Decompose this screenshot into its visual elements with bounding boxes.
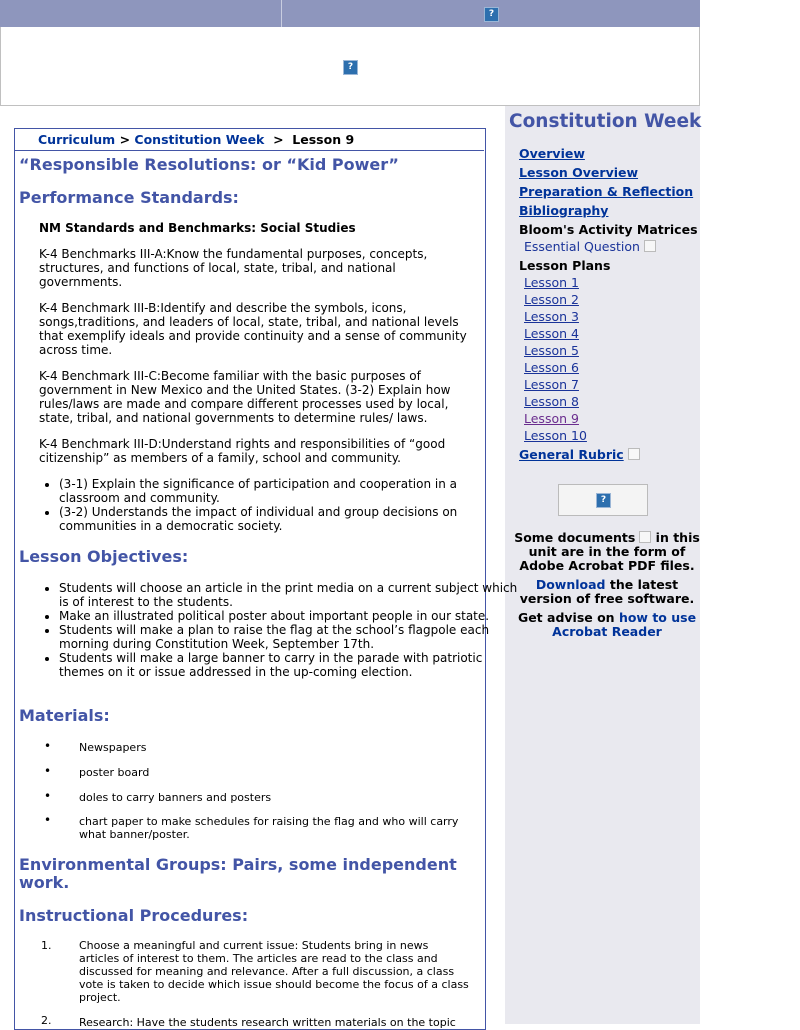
sidebar-lesson-7[interactable]: Lesson 7 [524, 377, 579, 392]
instructional-procedures-heading: Instructional Procedures: [19, 906, 249, 925]
acrobat-howto-link[interactable]: how to use Acrobat Reader [552, 610, 697, 639]
breadcrumb [14, 128, 484, 151]
acrobat-notice [512, 531, 702, 573]
blooms-heading: Bloom's Activity Matrices [519, 222, 698, 237]
material-item: poster board [79, 766, 150, 779]
acrobat-advise-notice [512, 611, 702, 639]
objectives-list [19, 581, 521, 679]
benchmark-iii-a: K-4 Benchmarks III-A:Know the fundamental purposes, concepts, structures, and functions of local, state, tribal, and national governments. [39, 247, 428, 289]
breadcrumb-separator: > [119, 132, 131, 147]
sidebar-lesson-8[interactable]: Lesson 8 [524, 394, 579, 409]
sidebar-lesson-1[interactable]: Lesson 1 [524, 275, 579, 290]
nm-standards-heading: NM Standards and Benchmarks: Social Studies [39, 221, 356, 235]
list-item: • Students will make a large banner to carry in the parade with patriotic themes on it or issue addressed in the up-coming election. [59, 651, 521, 679]
sidebar-lesson-9[interactable]: Lesson 9 [524, 411, 579, 426]
broken-image-icon [644, 240, 656, 252]
benchmark-iii-b: K-4 Benchmark III-B:Identify and describe the symbols, icons, songs,traditions, and leaders of local, state, tribal, and national levels that exemplify ideals and provide continuity and a sense of community across time. [39, 301, 467, 357]
sidebar-lesson-10[interactable]: Lesson 10 [524, 428, 587, 443]
procedure-item: Research: Have the students research written materials on the topic [79, 1016, 456, 1029]
material-item: doles to carry banners and posters [79, 791, 272, 804]
help-icon[interactable]: ? [484, 7, 499, 22]
sidebar-link-bibliography[interactable]: Bibliography [519, 203, 609, 218]
essential-question-item [524, 239, 656, 254]
standards-list [19, 477, 521, 533]
lesson-objectives-heading: Lesson Objectives: [19, 547, 189, 566]
environmental-groups-heading: Environmental Groups: Pairs, some independent work. [19, 855, 457, 892]
bullet: • [44, 813, 52, 827]
lesson-plans-heading: Lesson Plans [519, 258, 611, 273]
sidebar-lesson-4[interactable]: Lesson 4 [524, 326, 579, 341]
help-icon[interactable]: ? [343, 60, 358, 75]
list-item: • Students will make a plan to raise the flag at the school’s flagpole each morning during Constitution Week, September 17th. [59, 623, 521, 651]
list-item: • (3-1) Explain the significance of participation and cooperation in a classroom and community. [59, 477, 521, 505]
procedure-number: 2. [41, 1014, 52, 1027]
sidebar-lesson-2[interactable]: Lesson 2 [524, 292, 579, 307]
download-link[interactable]: Download [535, 577, 606, 592]
acrobat-download-notice [512, 578, 702, 606]
sidebar-link-preparation[interactable]: Preparation & Reflection [519, 184, 694, 199]
sidebar-link-overview[interactable]: Overview [519, 146, 585, 161]
material-item: Newspapers [79, 741, 147, 754]
material-item: chart paper to make schedules for raising the flag and who will carry what banner/poster. [79, 815, 459, 841]
bullet: • [44, 789, 52, 803]
procedure-number: 1. [41, 939, 52, 952]
bullet: • [44, 739, 52, 753]
sidebar-lesson-5[interactable]: Lesson 5 [524, 343, 579, 358]
list-item: • (3-2) Understands the impact of individual and group decisions on communities in a democratic society. [59, 505, 521, 533]
broken-image-icon [639, 531, 651, 543]
breadcrumb-current: Lesson 9 [292, 132, 355, 147]
sidebar-lesson-3[interactable]: Lesson 3 [524, 309, 579, 324]
header-bar [0, 0, 700, 27]
breadcrumb-curriculum[interactable]: Curriculum [38, 132, 116, 147]
sidebar-lesson-6[interactable]: Lesson 6 [524, 360, 579, 375]
acrobat-text-1: Some documents [514, 530, 636, 545]
broken-image-icon [628, 448, 640, 460]
page-title: “Responsible Resolutions: or “Kid Power” [19, 155, 399, 174]
benchmark-iii-d: K-4 Benchmark III-D:Understand rights and responsibilities of “good citizenship” as members of a family, school and community. [39, 437, 446, 465]
help-icon: ? [596, 493, 611, 508]
breadcrumb-arrow: > [273, 132, 284, 147]
advise-text: Get advise on [517, 610, 615, 625]
sidebar-title: Constitution Week [509, 111, 702, 132]
procedure-item: Choose a meaningful and current issue: Students bring in news articles of interest to them. The articles are read to the class and discussed for meaning and relevance. After a full discussion, a class vote is taken to decide which issue should become the focus of a class project. [79, 939, 469, 1004]
general-rubric-link[interactable]: General Rubric [519, 447, 624, 462]
benchmark-iii-c: K-4 Benchmark III-C:Become familiar with the basic purposes of government in New Mexico and the United States. (3-2) Explain how rules/laws are made and compare different processes used by local, state, tribal, and national governments to determine rules/ laws. [39, 369, 451, 425]
performance-standards-heading: Performance Standards: [19, 188, 239, 207]
breadcrumb-unit[interactable]: Constitution Week [134, 132, 265, 147]
materials-heading: Materials: [19, 706, 110, 725]
essential-question-link[interactable]: Essential Question [524, 239, 640, 254]
acrobat-button[interactable] [558, 484, 648, 516]
general-rubric-item [519, 447, 640, 462]
acrobat-text-2: in this unit are in the form of Adobe Acrobat PDF files. [519, 530, 700, 573]
bullet: • [44, 764, 52, 778]
sidebar-link-lesson-overview[interactable]: Lesson Overview [519, 165, 639, 180]
list-item: • Students will choose an article in the print media on a current subject which is of interest to the students. [59, 581, 521, 609]
list-item: • Make an illustrated political poster about important people in our state. [59, 609, 521, 623]
header-divider [281, 0, 282, 27]
download-text: the latest version of free software. [519, 577, 695, 606]
